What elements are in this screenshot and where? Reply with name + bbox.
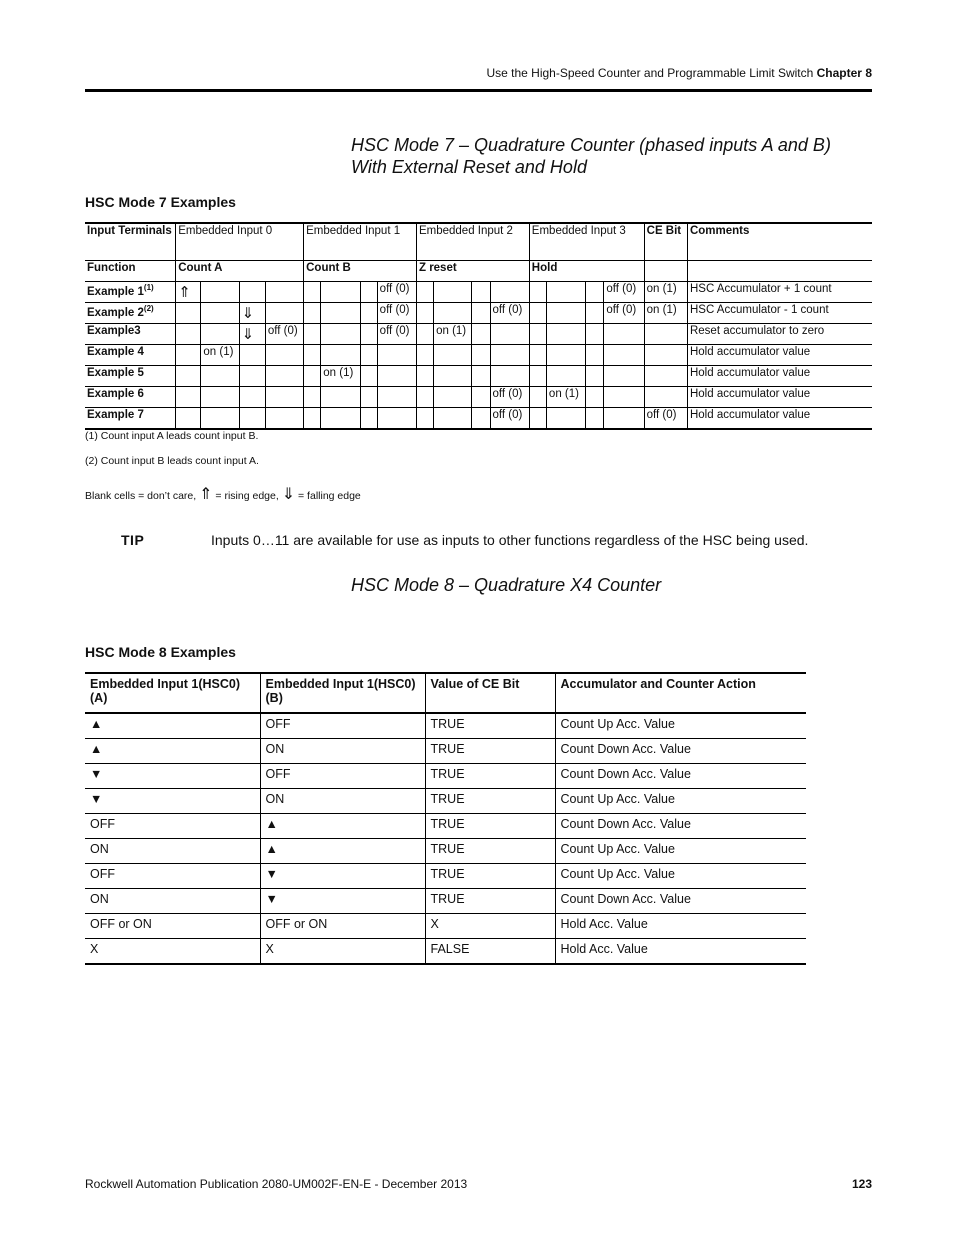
signal-cell <box>321 387 360 408</box>
mode8-table-row <box>85 939 806 965</box>
legend-text-3: = falling edge <box>295 490 361 502</box>
signal-cell <box>201 282 239 303</box>
falling-edge-icon: ⇓ <box>281 486 296 503</box>
legend-note <box>85 484 361 504</box>
mode8-table-row <box>85 713 806 739</box>
mode8-cell: Count Up Acc. Value <box>555 713 806 739</box>
running-header <box>85 66 872 80</box>
comment-cell: HSC Accumulator - 1 count <box>687 303 872 324</box>
mode8-cell: ON <box>260 789 425 814</box>
signal-cell <box>644 324 687 345</box>
cell-embedded-input-2: Embedded Input 2 <box>416 223 529 261</box>
comment-cell: Hold accumulator value <box>687 408 872 430</box>
chapter-label: Chapter 8 <box>816 66 872 80</box>
signal-cell <box>604 366 644 387</box>
mode8-cell: ▲ <box>85 713 260 739</box>
signal-cell: on (1) <box>546 387 585 408</box>
signal-cell <box>321 408 360 430</box>
signal-cell <box>416 303 433 324</box>
cell-count-a: Count A <box>176 261 304 282</box>
mode8-section-title: HSC Mode 8 – Quadrature X4 Counter <box>351 575 662 595</box>
mode8-cell: X <box>85 939 260 965</box>
cell-embedded-input-0: Embedded Input 0 <box>176 223 304 261</box>
signal-cell: on (1) <box>644 303 687 324</box>
signal-cell <box>472 324 490 345</box>
mode7-table-row <box>85 303 872 324</box>
tip-label: TIP <box>121 532 145 548</box>
signal-cell <box>416 366 433 387</box>
example-label-text: Example3 <box>87 325 141 337</box>
legend-text-1: Blank cells = don’t care, <box>85 490 200 502</box>
rising-edge-icon: ⇑ <box>199 486 213 503</box>
mode8-cell: Count Up Acc. Value <box>555 839 806 864</box>
signal-cell <box>377 387 416 408</box>
signal-cell <box>176 303 201 324</box>
signal-cell: ⇑ <box>176 282 201 303</box>
signal-cell: off (0) <box>604 303 644 324</box>
mode8-table-row <box>85 764 806 789</box>
example-label-text: Example 1 <box>87 285 144 298</box>
signal-cell <box>644 387 687 408</box>
mode8-cell: TRUE <box>425 839 555 864</box>
signal-cell: ⇓ <box>239 303 265 324</box>
mode8-cell: ▲ <box>260 814 425 839</box>
mode8-cell: OFF <box>260 764 425 789</box>
signal-cell <box>304 324 321 345</box>
mode8-table <box>85 672 806 965</box>
mode8-cell: OFF <box>260 713 425 739</box>
signal-cell <box>434 345 472 366</box>
example-label-text: Example 4 <box>87 346 144 358</box>
col-input-b: Embedded Input 1(HSC0) (B) <box>260 673 425 713</box>
col-input-a: Embedded Input 1(HSC0) (A) <box>85 673 260 713</box>
example-label <box>85 345 176 366</box>
signal-cell: off (0) <box>377 303 416 324</box>
mode8-table-row <box>85 739 806 764</box>
mode8-cell: Count Down Acc. Value <box>555 814 806 839</box>
signal-cell: ⇓ <box>239 324 265 345</box>
signal-cell <box>239 282 265 303</box>
signal-cell: on (1) <box>434 324 472 345</box>
signal-cell <box>360 387 377 408</box>
mode8-cell: Count Down Acc. Value <box>555 764 806 789</box>
page-number: 123 <box>851 1177 872 1191</box>
mode7-table <box>85 222 872 430</box>
signal-cell <box>546 366 585 387</box>
signal-cell <box>360 282 377 303</box>
comment-cell: Reset accumulator to zero <box>687 324 872 345</box>
signal-cell <box>360 324 377 345</box>
signal-cell <box>176 408 201 430</box>
comment-cell: Hold accumulator value <box>687 345 872 366</box>
mode8-cell: TRUE <box>425 739 555 764</box>
mode8-table-row <box>85 814 806 839</box>
mode8-cell: OFF or ON <box>260 914 425 939</box>
signal-cell <box>321 282 360 303</box>
example-label-text: Example 7 <box>87 409 144 421</box>
mode8-cell: OFF <box>85 864 260 889</box>
mode8-table-row <box>85 914 806 939</box>
example-label <box>85 282 176 303</box>
mode7-table-row <box>85 408 872 430</box>
signal-cell: off (0) <box>377 324 416 345</box>
signal-cell <box>586 303 604 324</box>
signal-cell <box>529 282 546 303</box>
signal-cell <box>265 366 303 387</box>
mode8-table-row <box>85 889 806 914</box>
signal-cell <box>490 324 529 345</box>
signal-cell <box>304 303 321 324</box>
cell-empty <box>644 261 687 282</box>
mode8-cell: ON <box>85 889 260 914</box>
mode8-cell: TRUE <box>425 764 555 789</box>
signal-cell <box>265 387 303 408</box>
comment-cell: Hold accumulator value <box>687 366 872 387</box>
mode8-table-title: HSC Mode 8 Examples <box>85 644 236 660</box>
footnote-ref: (2) <box>143 304 154 313</box>
mode8-cell: ▲ <box>85 739 260 764</box>
signal-cell <box>416 387 433 408</box>
footnote-ref: (1) <box>143 283 154 292</box>
mode8-cell: X <box>260 939 425 965</box>
signal-cell <box>176 366 201 387</box>
signal-cell <box>490 366 529 387</box>
signal-cell <box>304 408 321 430</box>
example-label-text: Example 5 <box>87 367 144 379</box>
signal-cell <box>265 303 303 324</box>
mode7-table-row <box>85 345 872 366</box>
signal-cell <box>201 324 239 345</box>
signal-cell <box>360 345 377 366</box>
mode8-table-row <box>85 864 806 889</box>
signal-cell <box>201 366 239 387</box>
signal-cell <box>472 408 490 430</box>
mode7-table-row <box>85 366 872 387</box>
mode8-cell: TRUE <box>425 713 555 739</box>
header-rule <box>85 89 872 92</box>
cell-embedded-input-3: Embedded Input 3 <box>529 223 644 261</box>
signal-cell <box>377 408 416 430</box>
example-label-text: Example 6 <box>87 388 144 400</box>
signal-cell <box>586 345 604 366</box>
signal-cell <box>490 282 529 303</box>
example-label <box>85 408 176 430</box>
comment-cell: HSC Accumulator + 1 count <box>687 282 872 303</box>
signal-cell <box>201 387 239 408</box>
signal-cell <box>644 366 687 387</box>
cell-ce-bit: CE Bit <box>644 223 687 261</box>
signal-cell <box>546 324 585 345</box>
signal-cell <box>265 282 303 303</box>
signal-cell: off (0) <box>490 408 529 430</box>
mode8-header-row <box>85 673 806 713</box>
signal-cell <box>321 303 360 324</box>
signal-cell: off (0) <box>644 408 687 430</box>
mode8-cell: Count Up Acc. Value <box>555 789 806 814</box>
mode8-cell: ▼ <box>85 764 260 789</box>
signal-cell <box>304 282 321 303</box>
signal-cell <box>529 303 546 324</box>
signal-cell <box>472 345 490 366</box>
signal-cell <box>546 408 585 430</box>
signal-cell <box>434 387 472 408</box>
signal-cell <box>586 366 604 387</box>
publication-info: Rockwell Automation Publication 2080-UM002F-EN-E - December 2013 <box>85 1177 468 1191</box>
mode8-cell: TRUE <box>425 889 555 914</box>
signal-cell <box>201 303 239 324</box>
signal-cell <box>546 303 585 324</box>
signal-cell <box>490 345 529 366</box>
signal-cell <box>176 387 201 408</box>
signal-cell <box>304 345 321 366</box>
signal-cell: on (1) <box>644 282 687 303</box>
signal-cell <box>586 324 604 345</box>
signal-cell <box>265 345 303 366</box>
signal-cell <box>377 345 416 366</box>
signal-cell <box>201 408 239 430</box>
signal-cell <box>529 366 546 387</box>
signal-cell <box>472 387 490 408</box>
cell-empty <box>687 261 872 282</box>
signal-cell <box>586 387 604 408</box>
signal-cell <box>239 366 265 387</box>
signal-cell <box>304 387 321 408</box>
mode8-table-row <box>85 789 806 814</box>
cell-count-b: Count B <box>304 261 417 282</box>
signal-cell <box>239 387 265 408</box>
signal-cell <box>176 345 201 366</box>
signal-cell <box>586 408 604 430</box>
signal-cell <box>604 345 644 366</box>
mode8-cell: Count Down Acc. Value <box>555 889 806 914</box>
cell-comments: Comments <box>687 223 872 261</box>
tip-text: Inputs 0…11 are available for use as inputs to other functions regardless of the HSC being used. <box>211 532 809 548</box>
signal-cell: off (0) <box>265 324 303 345</box>
mode7-table-row <box>85 282 872 303</box>
signal-cell: on (1) <box>201 345 239 366</box>
mode8-cell: OFF <box>85 814 260 839</box>
cell-input-terminals: Input Terminals <box>85 223 176 261</box>
mode7-table-row <box>85 324 872 345</box>
mode8-cell: Count Down Acc. Value <box>555 739 806 764</box>
mode7-table-row <box>85 387 872 408</box>
signal-cell <box>416 324 433 345</box>
signal-cell <box>529 408 546 430</box>
cell-embedded-input-1: Embedded Input 1 <box>304 223 417 261</box>
signal-cell <box>434 408 472 430</box>
signal-cell <box>472 303 490 324</box>
mode8-cell: TRUE <box>425 789 555 814</box>
signal-cell <box>265 408 303 430</box>
signal-cell <box>472 366 490 387</box>
mode8-cell: Hold Acc. Value <box>555 914 806 939</box>
signal-cell <box>360 408 377 430</box>
mode8-cell: OFF or ON <box>85 914 260 939</box>
mode8-cell: ▼ <box>85 789 260 814</box>
comment-cell: Hold accumulator value <box>687 387 872 408</box>
signal-cell <box>604 387 644 408</box>
example-label <box>85 324 176 345</box>
signal-cell <box>416 345 433 366</box>
signal-cell: off (0) <box>490 387 529 408</box>
col-action: Accumulator and Counter Action <box>555 673 806 713</box>
mode8-cell: X <box>425 914 555 939</box>
signal-cell <box>529 324 546 345</box>
signal-cell <box>416 282 433 303</box>
signal-cell <box>529 345 546 366</box>
example-label <box>85 387 176 408</box>
mode7-section-title: HSC Mode 7 – Quadrature Counter (phased inputs A and B) With External Reset and Hold <box>351 135 831 177</box>
mode8-cell: ON <box>85 839 260 864</box>
footnote-2: (2) Count input B leads count input A. <box>85 455 259 467</box>
signal-cell <box>239 345 265 366</box>
mode8-cell: Hold Acc. Value <box>555 939 806 965</box>
signal-cell <box>604 324 644 345</box>
signal-cell: off (0) <box>604 282 644 303</box>
signal-cell <box>176 324 201 345</box>
mode8-cell: ▼ <box>260 889 425 914</box>
mode8-cell: TRUE <box>425 814 555 839</box>
legend-text-2: = rising edge, <box>212 490 282 502</box>
mode8-table-row <box>85 839 806 864</box>
signal-cell <box>529 387 546 408</box>
signal-cell <box>586 282 604 303</box>
signal-cell <box>377 366 416 387</box>
signal-cell <box>321 345 360 366</box>
signal-cell <box>434 282 472 303</box>
signal-cell <box>304 366 321 387</box>
signal-cell <box>416 408 433 430</box>
signal-cell <box>472 282 490 303</box>
signal-cell <box>360 366 377 387</box>
signal-cell <box>321 324 360 345</box>
mode8-cell: ▲ <box>260 839 425 864</box>
cell-hold: Hold <box>529 261 644 282</box>
signal-cell <box>434 366 472 387</box>
mode7-function-row <box>85 261 872 282</box>
footnote-1: (1) Count input A leads count input B. <box>85 430 259 442</box>
mode7-header-row <box>85 223 872 261</box>
col-ce-bit: Value of CE Bit <box>425 673 555 713</box>
mode8-cell: FALSE <box>425 939 555 965</box>
signal-cell <box>239 408 265 430</box>
signal-cell <box>546 282 585 303</box>
mode8-cell: ▼ <box>260 864 425 889</box>
signal-cell <box>434 303 472 324</box>
running-title: Use the High-Speed Counter and Programmable Limit Switch <box>486 66 814 80</box>
signal-cell <box>604 408 644 430</box>
mode8-cell: TRUE <box>425 864 555 889</box>
mode7-table-title: HSC Mode 7 Examples <box>85 194 236 210</box>
mode8-cell: Count Up Acc. Value <box>555 864 806 889</box>
signal-cell <box>360 303 377 324</box>
cell-z-reset: Z reset <box>416 261 529 282</box>
signal-cell: off (0) <box>377 282 416 303</box>
signal-cell: on (1) <box>321 366 360 387</box>
example-label <box>85 303 176 324</box>
example-label-text: Example 2 <box>87 306 144 319</box>
cell-function: Function <box>85 261 176 282</box>
signal-cell <box>644 345 687 366</box>
signal-cell: off (0) <box>490 303 529 324</box>
signal-cell <box>546 345 585 366</box>
mode8-cell: ON <box>260 739 425 764</box>
example-label <box>85 366 176 387</box>
